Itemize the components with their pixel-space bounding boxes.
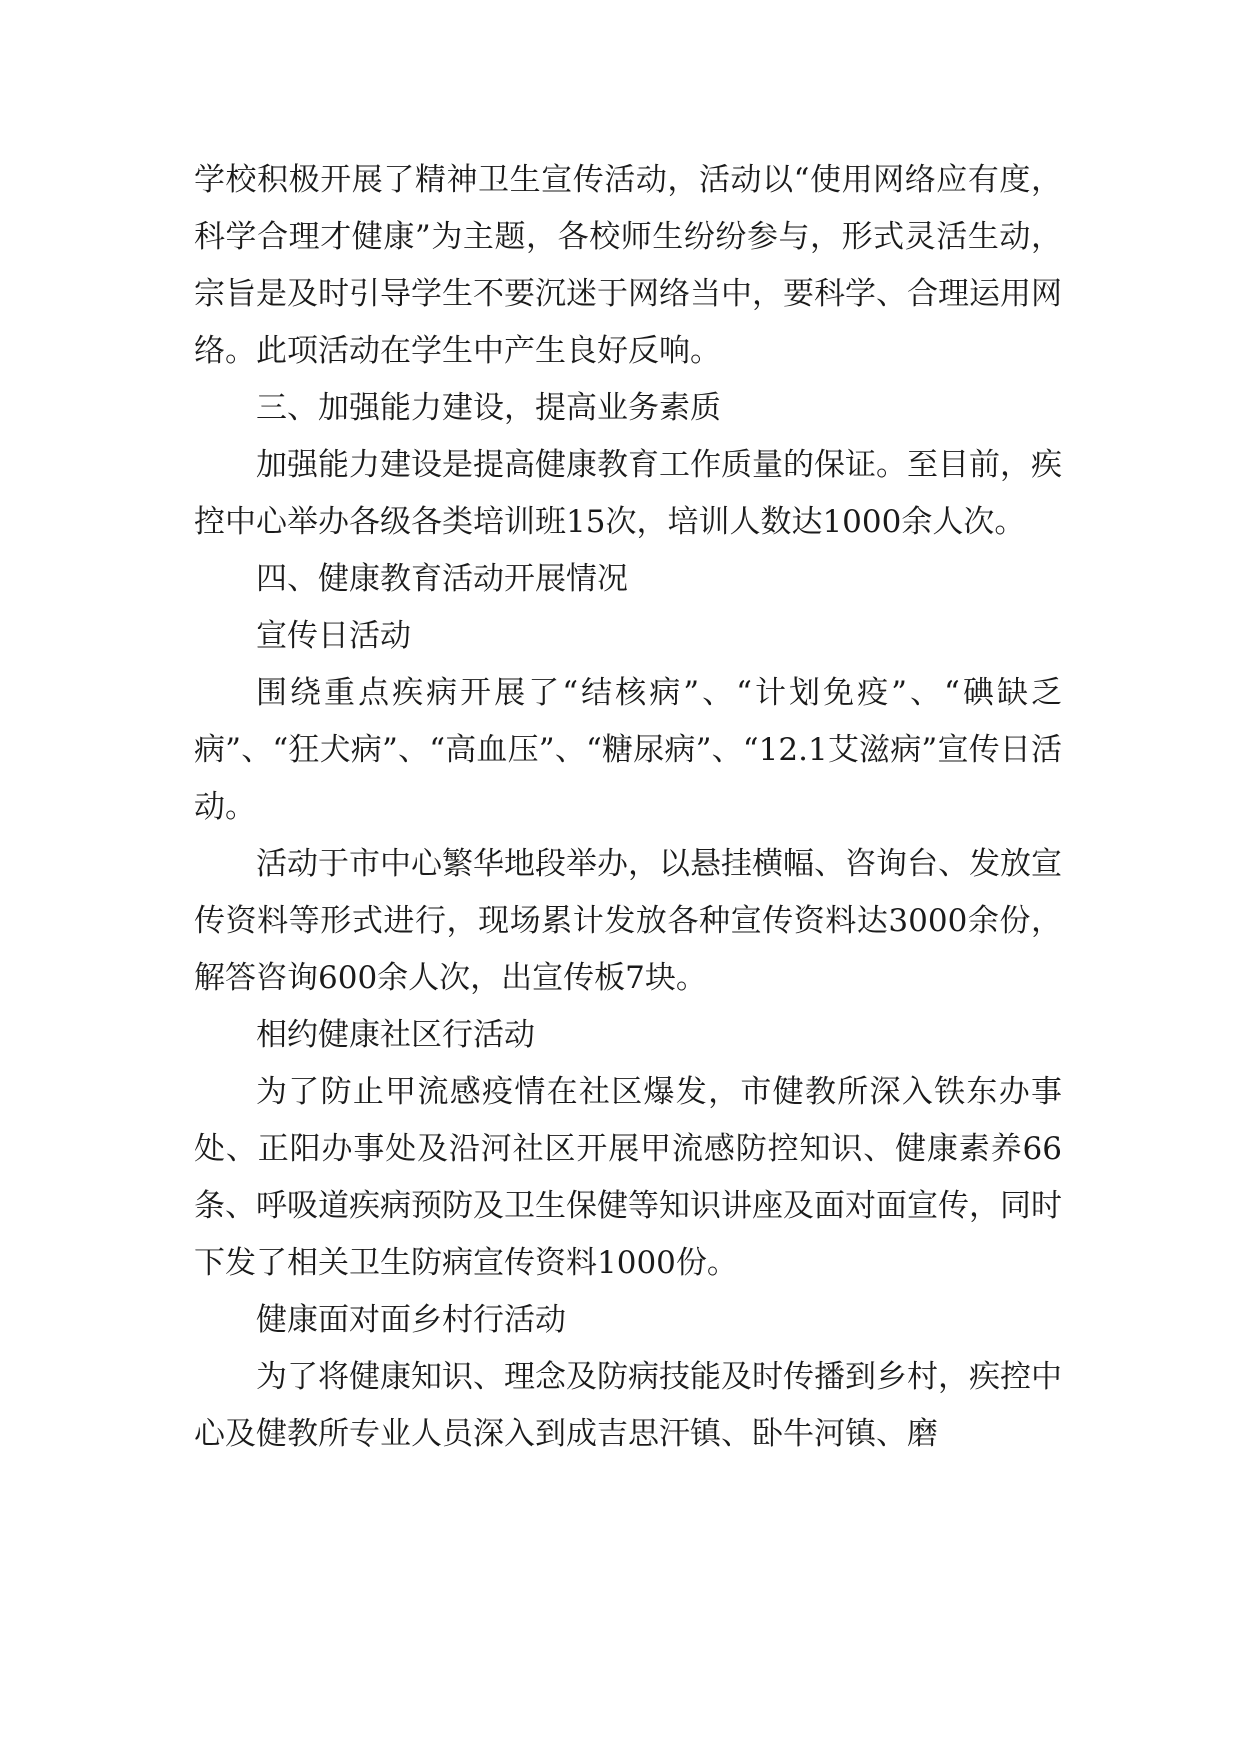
subheading-community-tour: 相约健康社区行活动 <box>256 1017 535 1053</box>
paragraph-training: 加强能力建设是提高健康教育工作质量的保证。至目前，疾控中心举办各级各类培训班15次，培训人数达1000余人次。 <box>194 447 1062 540</box>
subheading-village-tour: 健康面对面乡村行活动 <box>256 1302 566 1338</box>
document-page <box>194 152 1062 1463</box>
section-heading-activities: 四、健康教育活动开展情况 <box>256 561 628 597</box>
paragraph-mental-health-campaign: 学校积极开展了精神卫生宣传活动，活动以“使用网络应有度，科学合理才健康”为主题，各校师生纷纷参与，形式灵活生动，宗旨是及时引导学生不要沉迷于网络当中，要科学、合理运用网络。此项活动在学生中产生良好反响。 <box>194 162 1062 369</box>
paragraph-flu-prevention: 为了防止甲流感疫情在社区爆发，市健教所深入铁东办事处、正阳办事处及沿河社区开展甲流感防控知识、健康素养66条、呼吸道疾病预防及卫生保健等知识讲座及面对面宣传，同时下发了相关卫生防病宣传资料1000份。 <box>194 1074 1062 1281</box>
paragraph-downtown-event: 活动于市中心繁华地段举办，以悬挂横幅、咨询台、发放宣传资料等形式进行，现场累计发放各种宣传资料达3000余份，解答咨询600余人次，出宣传板7块。 <box>194 846 1062 996</box>
subheading-publicity-day: 宣传日活动 <box>256 618 411 654</box>
section-heading-capacity-building: 三、加强能力建设，提高业务素质 <box>256 390 721 426</box>
paragraph-village-outreach: 为了将健康知识、理念及防病技能及时传播到乡村，疾控中心及健教所专业人员深入到成吉思汗镇、卧牛河镇、磨 <box>194 1359 1062 1452</box>
paragraph-disease-days: 围绕重点疾病开展了“结核病”、“计划免疫”、“碘缺乏病”、“狂犬病”、“高血压”、“糖尿病”、“12.1艾滋病”宣传日活动。 <box>194 675 1062 825</box>
